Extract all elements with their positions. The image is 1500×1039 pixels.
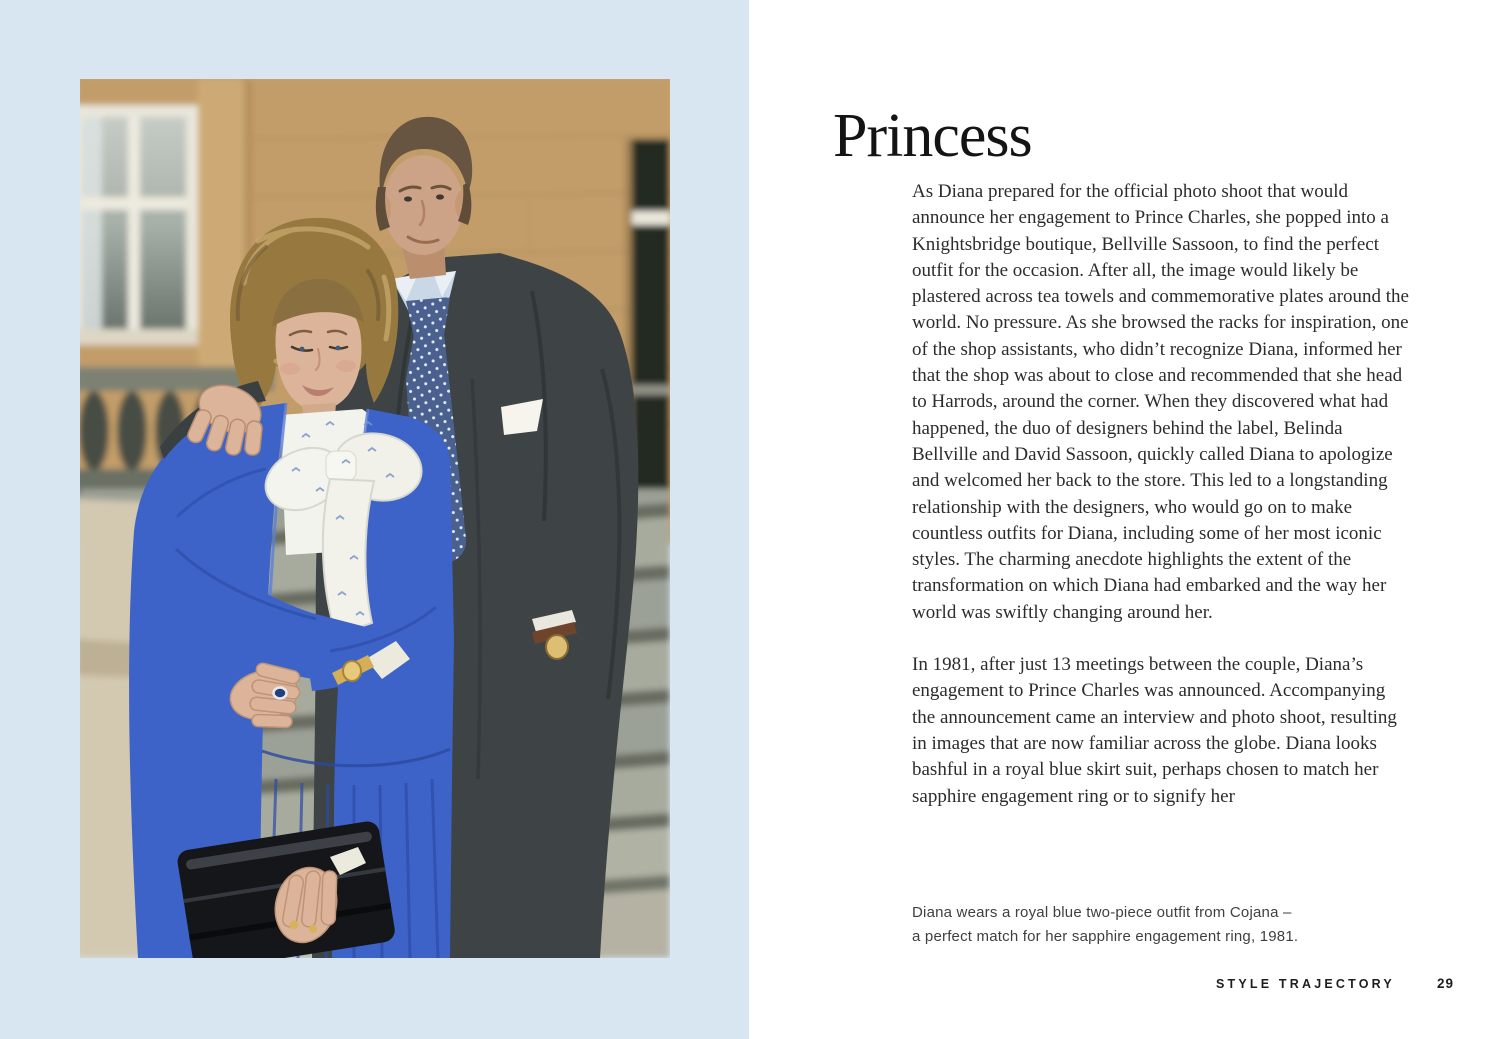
sapphire-ring <box>274 688 287 699</box>
section-label: STYLE TRAJECTORY <box>1215 977 1395 991</box>
paragraph-2: In 1981, after just 13 meetings between the couple, Diana’s engagement to Prince Charles was announced. Accompanying the announcement came an interview and photo shoot, resulting in images that are now familiar across the globe. Diana looks bashful in a royal blue skirt suit, perhaps chosen to match her sapphire engagement ring or to signify her <box>912 654 1397 807</box>
right-page <box>749 0 1500 1039</box>
photo-caption <box>912 901 1298 948</box>
page-footer <box>1216 976 1454 991</box>
page-number: 29 <box>1436 976 1454 991</box>
engagement-photo <box>80 79 670 958</box>
caption-line-1: Diana wears a royal blue two-piece outfit from Cojana – <box>912 904 1292 921</box>
paragraph-1: As Diana prepared for the official photo shoot that would announce her engagement to Prince Charles, she popped into a Knightsbridge boutique, Bellville Sassoon, to find the perfect outfit for the occasion. After all, the image would likely be plastered across tea towels and commemorative plates around the world. No pressure. As she browsed the racks for inspiration, one of the shop assistants, who didn’t recognize Diana, informed her that the shop was about to close and recommended that she head to Harrods, around the corner. When they discovered what had happened, the duo of designers behind the label, Belinda Bellville and David Sassoon, quickly called Diana to apologize and welcomed her back to the store. This led to a longstanding relationship with the designers, who would go on to make countless outfits for Diana, including some of her most iconic styles. The charming anecdote highlights the extent of the transformation on which Diana had embarked and the way her world was swiftly changing around her. <box>912 181 1409 623</box>
page-title: Princess <box>833 101 1032 170</box>
left-page <box>0 0 749 1039</box>
article-body <box>912 179 1412 810</box>
caption-line-2: a perfect match for her sapphire engagement ring, 1981. <box>912 927 1299 945</box>
photo-illustration <box>80 79 670 958</box>
